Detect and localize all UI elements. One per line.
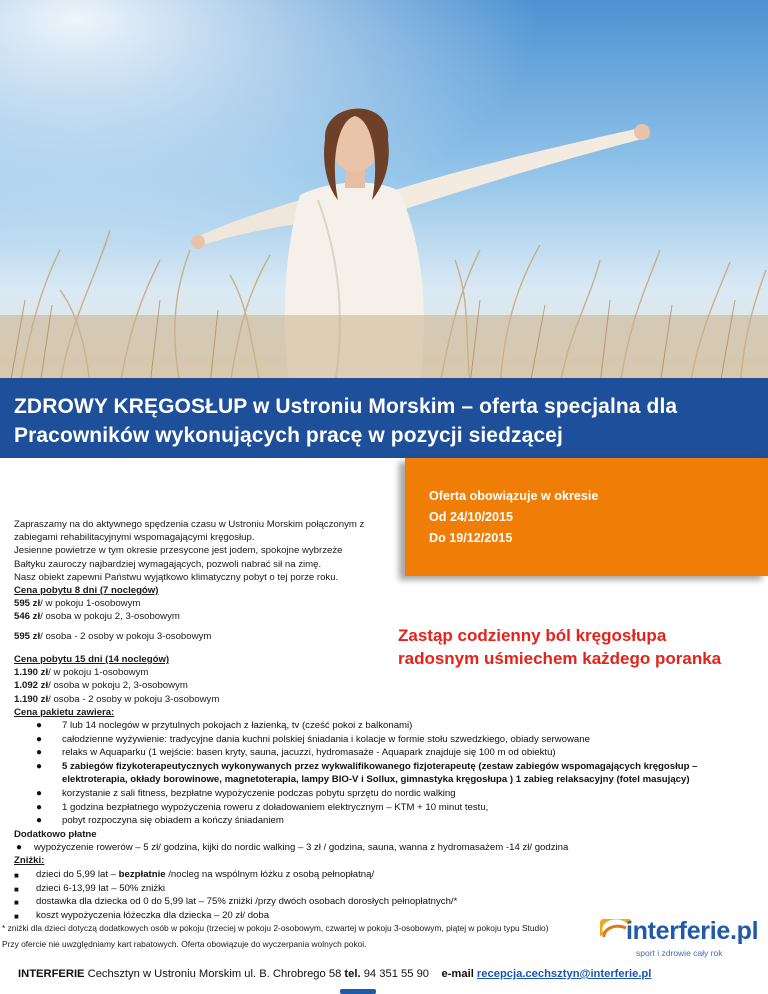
bullet-square-icon: ■ — [14, 884, 19, 894]
list-item — [0, 841, 768, 855]
list-item-text: 5 zabiegów fizykoterapeutycznych wykonywanych przez wykwalifikowanego fizjoterapeutę (zestaw zabiegów wspomagających kręgosłup – — [62, 760, 698, 772]
woman-in-grass-illustration — [0, 0, 768, 385]
stay15-heading: Cena pobytu 15 dni (14 noclegów) — [14, 654, 170, 665]
bullet-dot-icon: ● — [36, 801, 43, 813]
hero-photo — [0, 0, 768, 385]
discounts-heading — [14, 854, 44, 867]
list-item-text: pobyt rozpoczyna się obiadem a kończy śniadaniem — [62, 815, 284, 827]
intro-line: zabiegami rehabilitacyjnymi wspomagającymi kręgosłup. — [14, 532, 255, 544]
price-row — [14, 610, 404, 623]
package-list — [0, 719, 768, 828]
offer-from: Od 24/10/2015 — [429, 510, 514, 524]
intro-line: Zapraszamy na do aktywnego spędzenia czasu w Ustroniu Morskim połączonym z — [14, 519, 365, 530]
intro-text — [14, 518, 404, 624]
list-item-text: 1 godzina bezpłatnego wypożyczenia roweru z doładowaniem elektrycznym – KTM + 10 minut testu, — [62, 801, 489, 813]
list-item-text: dzieci 6-13,99 lat – 50% zniżki — [36, 882, 166, 894]
price-desc: / osoba - 2 osoby w pokoju 3-osobowym — [48, 693, 220, 705]
offer-note: Przy ofercie nie uwzględniamy kart rabatowych. Oferta obowiązuje do wyczerpania wolnych pokoi. — [2, 939, 367, 949]
footer-tel: 94 351 55 90 — [360, 968, 430, 980]
slogan-line-1: Zastąp codzienny ból kręgosłupa — [398, 626, 667, 645]
discounts-list — [8, 868, 748, 922]
list-item — [0, 746, 768, 760]
extra-heading-text: Dodatkowo płatne — [14, 829, 97, 840]
list-item — [0, 801, 768, 815]
logo-brand: interferie.pl — [626, 917, 759, 945]
bullet-dot-icon: ● — [36, 747, 43, 759]
extra-heading — [14, 828, 97, 841]
list-item — [0, 733, 768, 747]
bullet-dot-icon: ● — [36, 815, 43, 827]
price: 1.190 zł — [14, 667, 49, 679]
footer-company: INTERFERIE — [18, 968, 85, 980]
price-row — [14, 666, 219, 679]
footer-tel-label: tel. — [344, 968, 361, 980]
list-item-text: całodzienne wyżywienie: tradycyjne dania kuchni polskiej śniadania i kolacje w formie stołu szwedzkiego, obiady serwowane — [62, 733, 590, 745]
slogan-line-2: radosnym uśmiechem każdego poranka — [398, 649, 722, 668]
bullet-square-icon: ■ — [14, 898, 19, 908]
list-item-bold: bezpłatnie — [118, 869, 166, 880]
bullet-square-icon: ■ — [14, 911, 19, 921]
discounts-heading-text: Zniżki: — [14, 855, 45, 866]
list-item-text: dzieci do 5,99 lat – — [36, 869, 119, 880]
price-desc: / w pokoju 1-osobowym — [40, 598, 141, 610]
price-desc: / osoba w pokoju 2, 3-osobowym — [40, 611, 180, 623]
bullet-dot-icon: ● — [36, 720, 43, 731]
extra-list — [0, 841, 768, 855]
price: 1.092 zł — [14, 680, 49, 692]
title-line-2: Pracowników wykonujących pracę w pozycji siedzącej — [14, 424, 563, 447]
logo-tagline: sport i zdrowie cały rok — [636, 948, 723, 958]
offer-to: Do 19/12/2015 — [429, 531, 513, 545]
price: 1.190 zł — [14, 693, 49, 705]
email-link[interactable]: recepcja.cechsztyn@interferie.pl — [476, 968, 652, 980]
page-indicator — [340, 989, 376, 994]
list-item — [8, 868, 748, 882]
discount-footnote: * zniżki dla dzieci dotyczą dodatkowych osób w pokoju (trzeciej w pokoju 2-osobowym, czwartej w pokoju 3-osobowym, piątej w pokoju typu Studio) — [2, 923, 549, 933]
offer-heading: Oferta obowiązuje w okresie — [429, 489, 599, 503]
page-title — [14, 392, 754, 450]
list-item-text: relaks w Aquaparku (1 wejście: basen kryty, sauna, jacuzzi, hydromasaże - Aquapark znajduje się 100 m od obiektu) — [62, 747, 556, 759]
price: 546 zł — [14, 611, 41, 623]
offer-period-box — [405, 458, 768, 576]
interferie-logo[interactable] — [600, 917, 760, 963]
list-item — [0, 719, 768, 733]
stay8-heading: Cena pobytu 8 dni (7 noclegów) — [14, 585, 159, 597]
title-band — [0, 378, 768, 458]
list-item — [0, 760, 768, 774]
list-item — [0, 814, 768, 828]
bullet-square-icon: ■ — [14, 871, 19, 880]
list-item-text: wypożyczenie rowerów – 5 zł/ godzina, kijki do nordic walking – 3 zł / godzina, sauna, wanna z hydromasażem -14 zł/ godzina — [34, 842, 569, 853]
price-row — [14, 597, 404, 610]
list-item-text: dostawka dla dziecka od 0 do 5,99 lat – 75% zniżki /przy dwóch osobach dorosłych pełnopłatnych/* — [36, 896, 458, 908]
price-desc: / w pokoju 1-osobowym — [48, 667, 149, 679]
bullet-dot-icon: ● — [36, 760, 43, 772]
footer-email-label: e-mail — [441, 968, 477, 980]
list-item — [8, 882, 748, 896]
list-item-continued — [0, 773, 768, 787]
list-item-text: korzystanie z sali fitness, bezpłatne wypożyczenie podczas pobytu sprzętu do nordic walking — [62, 787, 456, 799]
list-item — [0, 787, 768, 801]
list-item — [8, 895, 748, 909]
price-desc: / osoba w pokoju 2, 3-osobowym — [48, 680, 188, 692]
price: 595 zł — [14, 631, 41, 642]
stay15-block — [14, 653, 219, 719]
intro-line: Nasz obiekt zapewni Państwu wyjątkowo klimatyczny pobyt o tej porze roku. — [14, 571, 339, 583]
list-item-text: 7 lub 14 noclegów w przytulnych pokojach z łazienką, tv (cześć pokoi z balkonami) — [62, 720, 413, 731]
bullet-dot-icon: ● — [16, 842, 23, 853]
price-desc: / osoba - 2 osoby w pokoju 3-osobowym — [40, 631, 212, 642]
package-heading: Cena pakietu zawiera: — [14, 706, 115, 718]
price: 595 zł — [14, 598, 41, 610]
slogan — [398, 624, 721, 670]
price-row — [14, 679, 219, 692]
footer-address: Cechsztyn w Ustroniu Morskim ul. B. Chrobrego 58 — [84, 968, 345, 980]
bullet-dot-icon: ● — [36, 733, 43, 745]
title-line-1: ZDROWY KRĘGOSŁUP w Ustroniu Morskim – oferta specjalna dla — [14, 395, 678, 418]
list-item-text: koszt wypożyczenia łóżeczka dla dziecka – 20 zł/ doba — [36, 909, 270, 921]
intro-line: Jesienne powietrze w tym okresie przesycone jest jodem, spokojne wybrzeże — [14, 545, 343, 557]
list-item-text: /nocleg na wspólnym łóżku z osobą pełnopłatną/ — [165, 869, 375, 880]
price-row — [14, 693, 219, 706]
price-row — [14, 630, 211, 643]
footer-contact — [18, 968, 651, 980]
bullet-dot-icon: ● — [36, 787, 43, 799]
intro-line: Bałtyku zauroczy najbardziej wymagających, pozwoli nabrać sił na zimę. — [14, 558, 322, 570]
list-item-text: elektroterapia, okłady borowinowe, magnetoterapia, lampy BIO-V i Sollux, gimnastyka kręgosłupa ) 1 zabieg relaksacyjny (fotel masujący) — [62, 774, 690, 786]
